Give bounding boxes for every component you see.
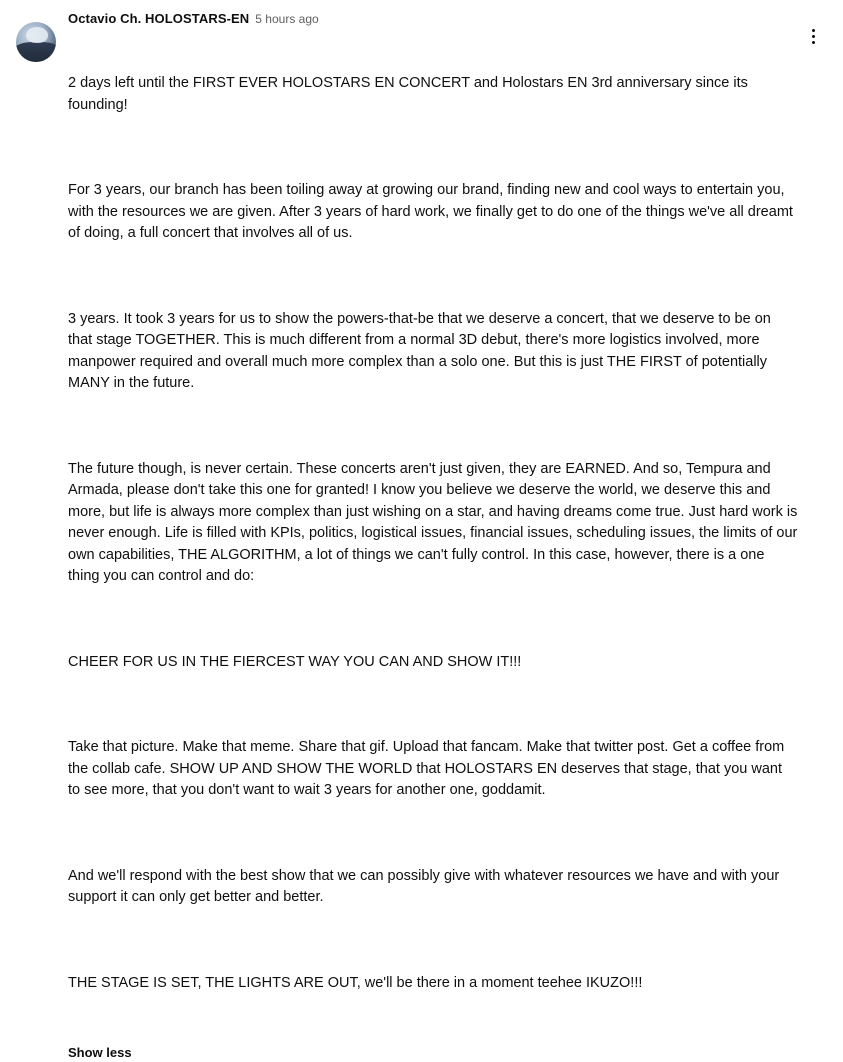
post-timestamp: 5 hours ago xyxy=(255,12,319,26)
post-paragraph: THE STAGE IS SET, THE LIGHTS ARE OUT, we'll be there in a moment teehee IKUZO!!! xyxy=(68,974,643,991)
show-less-button[interactable]: Show less xyxy=(68,1045,132,1060)
post-paragraph: 3 years. It took 3 years for us to show the powers-that-be that we deserve a concert, that we deserve to be on that stage TOGETHER. This is much different from a normal 3D debut, there's more logistics involved, more manpower required and overall much more complex than a solo one. But this is just THE FIRST of potentially MANY in the future. xyxy=(68,310,775,391)
more-options-kebab-icon[interactable] xyxy=(801,24,825,48)
kebab-dot xyxy=(812,35,815,38)
kebab-dot xyxy=(812,41,815,44)
post-paragraph: For 3 years, our branch has been toiling away at growing our brand, finding new and cool ways to entertain you, with the resources we are given. After 3 years of hard work, we finally get to do one of the things we've all dreamt of doing, a full concert that involves all of us. xyxy=(68,182,797,241)
post-paragraph: CHEER FOR US IN THE FIERCEST WAY YOU CAN AND SHOW IT!!! xyxy=(68,653,522,670)
post-content xyxy=(68,10,802,1062)
channel-name[interactable]: Octavio Ch. HOLOSTARS-EN xyxy=(68,11,250,26)
post-paragraph: Take that picture. Make that meme. Share that gif. Upload that fancam. Make that twitter post. Get a coffee from the collab cafe. SHOW UP AND SHOW THE WORLD that HOLOSTARS EN deserves that stage, that you want to see more, that you don't want to wait 3 years for another one, goddamit. xyxy=(68,739,789,798)
post-meta xyxy=(68,10,798,28)
post-body xyxy=(68,30,802,1041)
kebab-dot xyxy=(812,29,815,32)
post-paragraph: 2 days left until the FIRST EVER HOLOSTARS EN CONCERT and Holostars EN 3rd anniversary since its founding! xyxy=(68,75,752,113)
post-paragraph: And we'll respond with the best show that we can possibly give with whatever resources we have and with your support it can only get better and better. xyxy=(68,867,784,905)
channel-avatar[interactable] xyxy=(16,22,56,62)
post-paragraph: The future though, is never certain. These concerts aren't just given, they are EARNED. And so, Tempura and Armada, please don't take this one for granted! I know you believe we deserve the world, we deserve this and more, but life is always more complex than just wishing on a star, and having dreams come true. Just hard work is never enough. Life is filled with KPIs, politics, logistical issues, financial issues, scheduling issues, the limits of our own capabilities, THE ALGORITHM, a lot of things we can't fully control. In this case, however, there is a one thing you can control and do: xyxy=(68,460,802,584)
